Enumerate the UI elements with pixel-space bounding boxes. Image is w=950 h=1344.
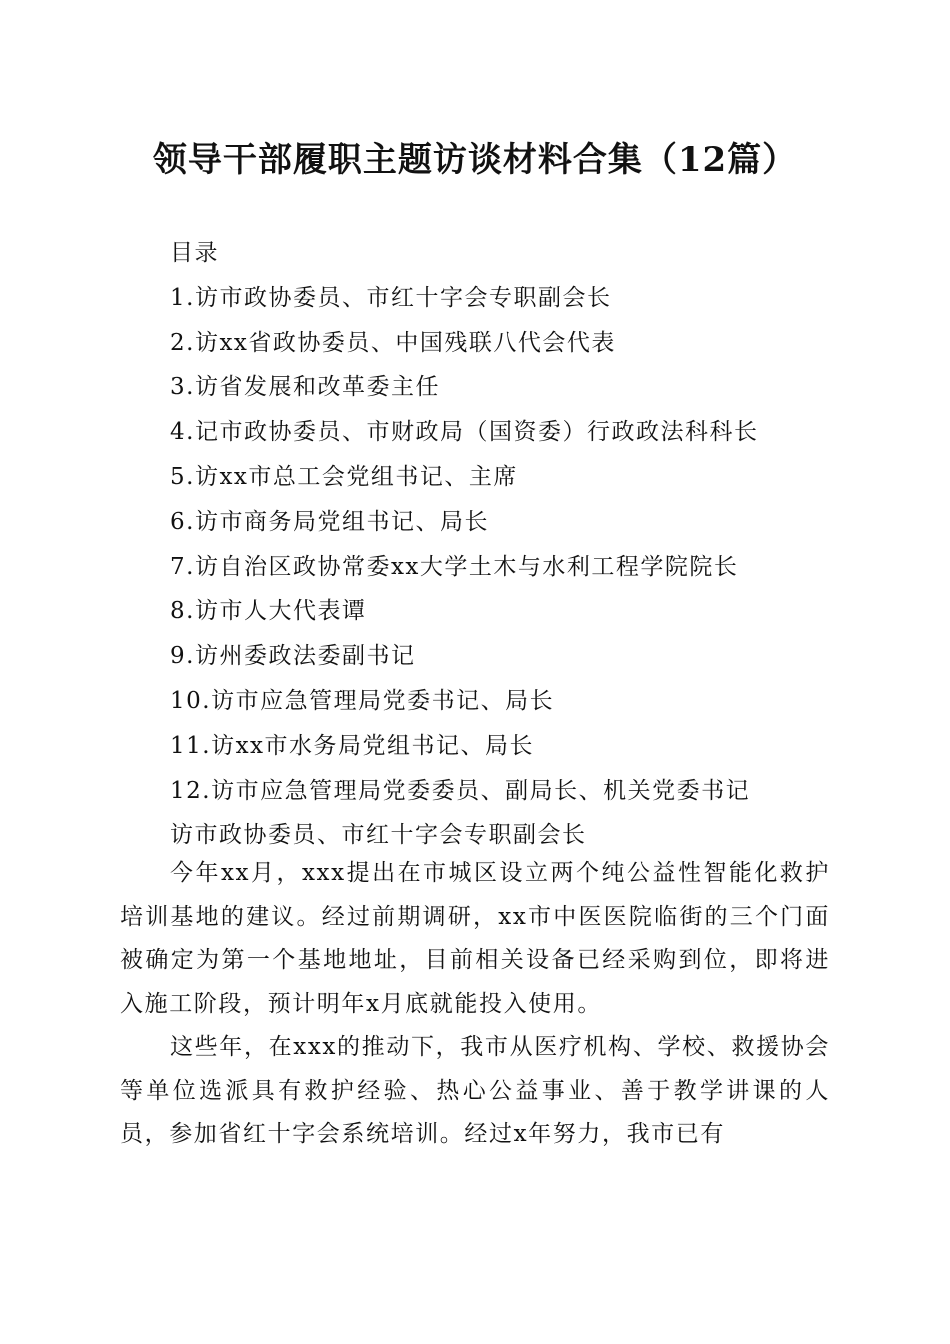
article-body — [120, 852, 830, 1157]
body-paragraph: 今年xx月，xxx提出在市城区设立两个纯公益性智能化救护培训基地的建议。经过前期调研，xx市中医医院临街的三个门面被确定为第一个基地地址，目前相关设备已经采购到位，即将进入施工阶段，预计明年x月底就能投入使用。 — [120, 860, 830, 1017]
body-paragraph: 这些年，在xxx的推动下，我市从医疗机构、学校、救援协会等单位选派具有救护经验、热心公益事业、善于教学讲课的人员，参加省红十字会系统培训。经过x年努力，我市已有 — [120, 1034, 830, 1147]
toc-item: 9.访州委政法委副书记 — [170, 643, 416, 670]
table-of-contents — [170, 231, 870, 858]
toc-item: 11.访xx市水务局党组书记、局长 — [170, 732, 535, 759]
toc-item: 12.访市应急管理局党委委员、副局长、机关党委书记 — [170, 777, 751, 804]
toc-item: 7.访自治区政协常委xx大学土木与水利工程学院院长 — [170, 553, 739, 580]
toc-item: 1.访市政协委员、市红十字会专职副会长 — [170, 284, 612, 311]
toc-heading: 目录 — [170, 240, 219, 266]
toc-item: 3.访省发展和改革委主任 — [170, 374, 440, 401]
toc-item: 6.访市商务局党组书记、局长 — [170, 508, 489, 535]
section-heading: 访市政协委员、市红十字会专职副会长 — [170, 822, 587, 849]
toc-item: 10.访市应急管理局党委书记、局长 — [170, 687, 555, 714]
toc-item: 4.记市政协委员、市财政局（国资委）行政政法科科长 — [170, 419, 759, 446]
document-title: 领导干部履职主题访谈材料合集（12篇） — [152, 140, 798, 180]
toc-item: 2.访xx省政协委员、中国残联八代会代表 — [170, 329, 616, 356]
toc-item: 8.访市人大代表谭 — [170, 598, 367, 625]
toc-item: 5.访xx市总工会党组书记、主席 — [170, 463, 518, 490]
